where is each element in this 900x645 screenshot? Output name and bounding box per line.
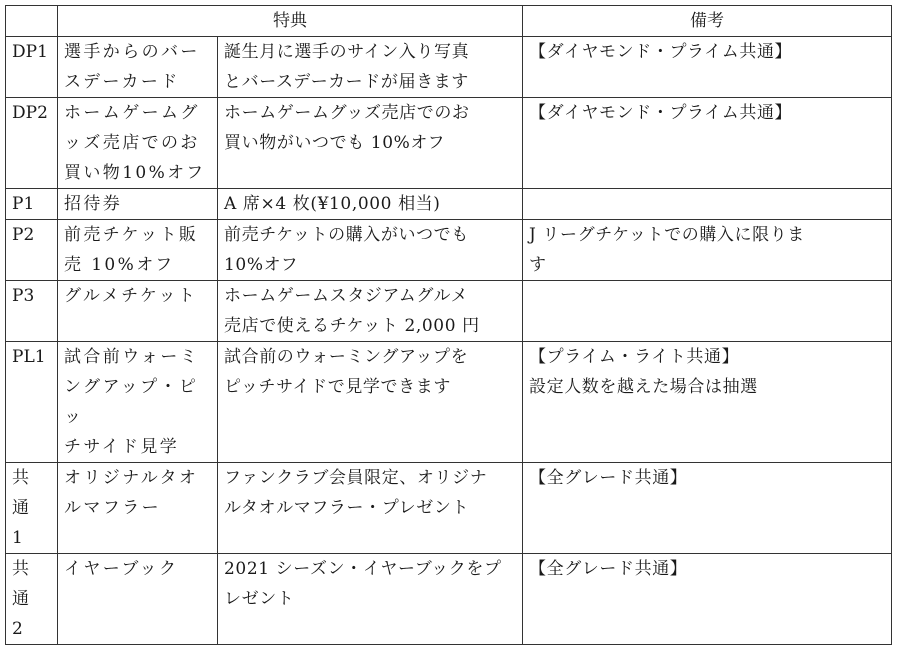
- cell-detail: [218, 98, 523, 189]
- cell-name: [58, 220, 218, 281]
- cell-note-line: [529, 281, 885, 311]
- table-row: [6, 37, 892, 98]
- cell-note: [523, 37, 892, 98]
- cell-note-line: [529, 189, 885, 219]
- table-row: [6, 220, 892, 281]
- header-row: [6, 6, 892, 37]
- cell-detail: [218, 220, 523, 281]
- cell-note-line: 【ダイヤモンド・プライム共通】: [529, 103, 793, 123]
- table-body: [6, 37, 892, 645]
- cell-note-line: 【全グレード共通】: [529, 559, 688, 579]
- cell-note-line: 【全グレード共通】: [529, 468, 688, 488]
- header-benefit: 特典: [58, 6, 523, 37]
- cell-note: [523, 189, 892, 220]
- cell-detail-line: 買い物がいつでも 10%オフ: [224, 133, 446, 153]
- cell-detail: [218, 281, 523, 342]
- cell-detail-line: ファンクラブ会員限定、オリジナ: [224, 468, 488, 488]
- cell-note-line: 【ダイヤモンド・プライム共通】: [529, 42, 793, 62]
- cell-detail: [218, 37, 523, 98]
- table-row: [6, 463, 892, 554]
- cell-detail-line: ピッチサイドで見学できます: [224, 377, 451, 397]
- cell-code: [6, 554, 58, 645]
- cell-name-line: チサイド見学: [64, 437, 180, 457]
- cell-name: [58, 98, 218, 189]
- cell-name-line: 売 10%オフ: [64, 255, 175, 275]
- cell-detail-line: 10%オフ: [224, 255, 299, 275]
- cell-note-line: す: [529, 255, 547, 275]
- cell-name-line: ホームゲームグ: [64, 103, 200, 123]
- cell-code: PL1: [6, 342, 58, 463]
- table-row: [6, 189, 892, 220]
- cell-detail-line: 前売チケットの購入がいつでも: [224, 225, 469, 245]
- cell-name-line: 買い物10%オフ: [64, 163, 206, 183]
- cell-name-line: ングアップ・ピッ: [64, 377, 199, 427]
- cell-code: DP1: [6, 37, 58, 98]
- cell-detail-line: ホームゲームグッズ売店でのお: [224, 103, 470, 123]
- cell-code: P1: [6, 189, 58, 220]
- cell-name: [58, 342, 218, 463]
- cell-name-line: ルマフラー: [64, 498, 161, 518]
- cell-name-line: 選手からのバー: [64, 42, 200, 62]
- cell-detail-line: 売店で使えるチケット 2,000 円: [224, 316, 480, 336]
- cell-name-line: 試合前ウォーミ: [64, 347, 200, 367]
- cell-name-line: 招待券: [64, 194, 123, 214]
- cell-code: DP2: [6, 98, 58, 189]
- cell-code: P2: [6, 220, 58, 281]
- header-notes: 備考: [523, 6, 892, 37]
- header-code: [6, 6, 58, 37]
- cell-note: [523, 554, 892, 645]
- cell-name: [58, 281, 218, 342]
- cell-detail-line: A 席×4 枚(¥10,000 相当): [224, 194, 441, 214]
- cell-code: P3: [6, 281, 58, 342]
- cell-name-line: ッズ売店でのお: [64, 133, 200, 153]
- cell-name-line: グルメチケット: [64, 286, 198, 306]
- cell-detail-line: ルタオルマフラー・プレゼント: [224, 498, 470, 518]
- table-row: [6, 342, 892, 463]
- cell-detail-line: 試合前のウォーミングアップを: [224, 347, 469, 367]
- cell-note-line: 設定人数を越えた場合は抽選: [529, 377, 758, 397]
- table-row: [6, 554, 892, 645]
- cell-detail-line: ホームゲームスタジアムグルメ: [224, 286, 469, 306]
- cell-note: [523, 342, 892, 463]
- cell-name-line: 前売チケット販: [64, 225, 199, 245]
- cell-name-line: イヤーブック: [64, 559, 179, 579]
- cell-detail-line: 2021 シーズン・イヤーブックをプ: [224, 559, 502, 579]
- cell-note: [523, 463, 892, 554]
- cell-name: [58, 463, 218, 554]
- table-row: [6, 281, 892, 342]
- cell-detail: [218, 463, 523, 554]
- cell-detail: [218, 342, 523, 463]
- cell-name-line: オリジナルタオ: [64, 468, 199, 488]
- cell-code-line: 共通: [12, 559, 35, 609]
- cell-detail-line: 誕生月に選手のサイン入り写真: [224, 42, 470, 62]
- cell-note: [523, 220, 892, 281]
- cell-name: [58, 189, 218, 220]
- cell-detail-line: レゼント: [224, 589, 295, 609]
- benefits-table: [5, 5, 892, 645]
- table-row: [6, 98, 892, 189]
- cell-note: [523, 281, 892, 342]
- cell-note-line: 【プライム・ライト共通】: [529, 347, 740, 367]
- cell-name: [58, 37, 218, 98]
- cell-detail: [218, 189, 523, 220]
- cell-note: [523, 98, 892, 189]
- cell-detail-line: とバースデーカードが届きます: [224, 72, 469, 92]
- cell-code-line: 共通: [12, 468, 35, 518]
- cell-name-line: スデーカード: [64, 72, 180, 92]
- cell-code-line: 2: [12, 619, 23, 639]
- cell-note-line: J リーグチケットでの購入に限りま: [529, 225, 805, 245]
- cell-code: [6, 463, 58, 554]
- cell-code-line: 1: [12, 528, 23, 548]
- cell-name: [58, 554, 218, 645]
- cell-detail: [218, 554, 523, 645]
